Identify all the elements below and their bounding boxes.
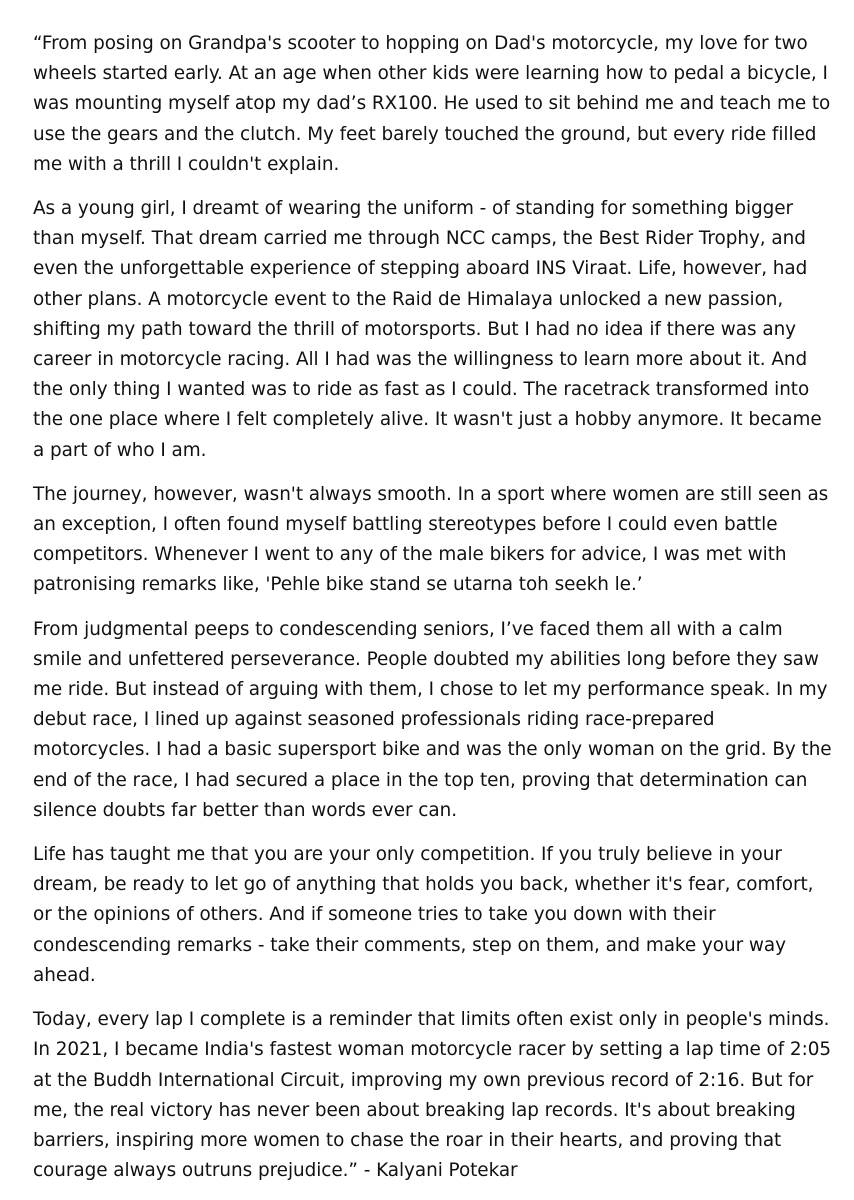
paragraph-childhood-rides: “From posing on Grandpa's scooter to hopping on Dad's motorcycle, my love for two wheels started early. At an age when other kids were learning how to pedal a bicycle, I was mounting myself atop my dad’s RX100. He used to sit behind me and teach me to use the gears and the clutch. My feet barely touched the ground, but every ride filled me with a thrill I couldn't explain.: [33, 33, 831, 175]
paragraph-life-lessons: Life has taught me that you are your only competition. If you truly believe in your dream, be ready to let go of anything that holds you back, whether it's fear, comfort, or the opinions of others. And if someone tries to take you down with their condescending remarks - take their comments, step on them, and make your way ahead.: [33, 844, 814, 986]
paragraph-dreams-and-passion: As a young girl, I dreamt of wearing the uniform - of standing for something bigger than myself. That dream carried me through NCC camps, the Best Rider Trophy, and even the unforgettable experience of stepping aboard INS Viraat. Life, however, had other plans. A motorcycle event to the Raid de Himalaya unlocked a new passion, shifting my path toward the thrill of motorsports. But I had no idea if there was any career in motorcycle racing. All I had was the willingness to learn more about it. And the only thing I wanted was to ride as fast as I could. The racetrack transformed into the one place where I felt completely alive. It wasn't just a hobby anymore. It became a part of who I am.: [33, 198, 822, 461]
paragraph-debut-race: From judgmental peeps to condescending seniors, I’ve faced them all with a calm smile and unfettered perseverance. People doubted my abilities long before they saw me ride. But instead of arguing with them, I chose to let my performance speak. In my debut race, I lined up against seasoned professionals riding race-prepared motorcycles. I had a basic supersport bike and was the only woman on the grid. By the end of the race, I had secured a place in the top ten, proving that determination can silence doubts far better than words ever can.: [33, 618, 832, 821]
paragraph-stereotypes: The journey, however, wasn't always smooth. In a sport where women are still seen as an exception, I often found myself battling stereotypes before I could even battle competitors. Whenever I went to any of the male bikers for advice, I was met with patronising remarks like, 'Pehle bike stand se utarna toh seekh le.’: [33, 483, 829, 596]
paragraph-lap-record: Today, every lap I complete is a reminder that limits often exist only in people's minds. In 2021, I became India's fastest woman motorcycle racer by setting a lap time of 2:05 at the Buddh International Circuit, improving my own previous record of 2:16. But for me, the real victory has never been about breaking lap records. It's about breaking barriers, inspiring more women to chase the roar in their hearts, and proving that courage always outruns prejudice.” - Kalyani Potekar: [33, 1009, 832, 1182]
